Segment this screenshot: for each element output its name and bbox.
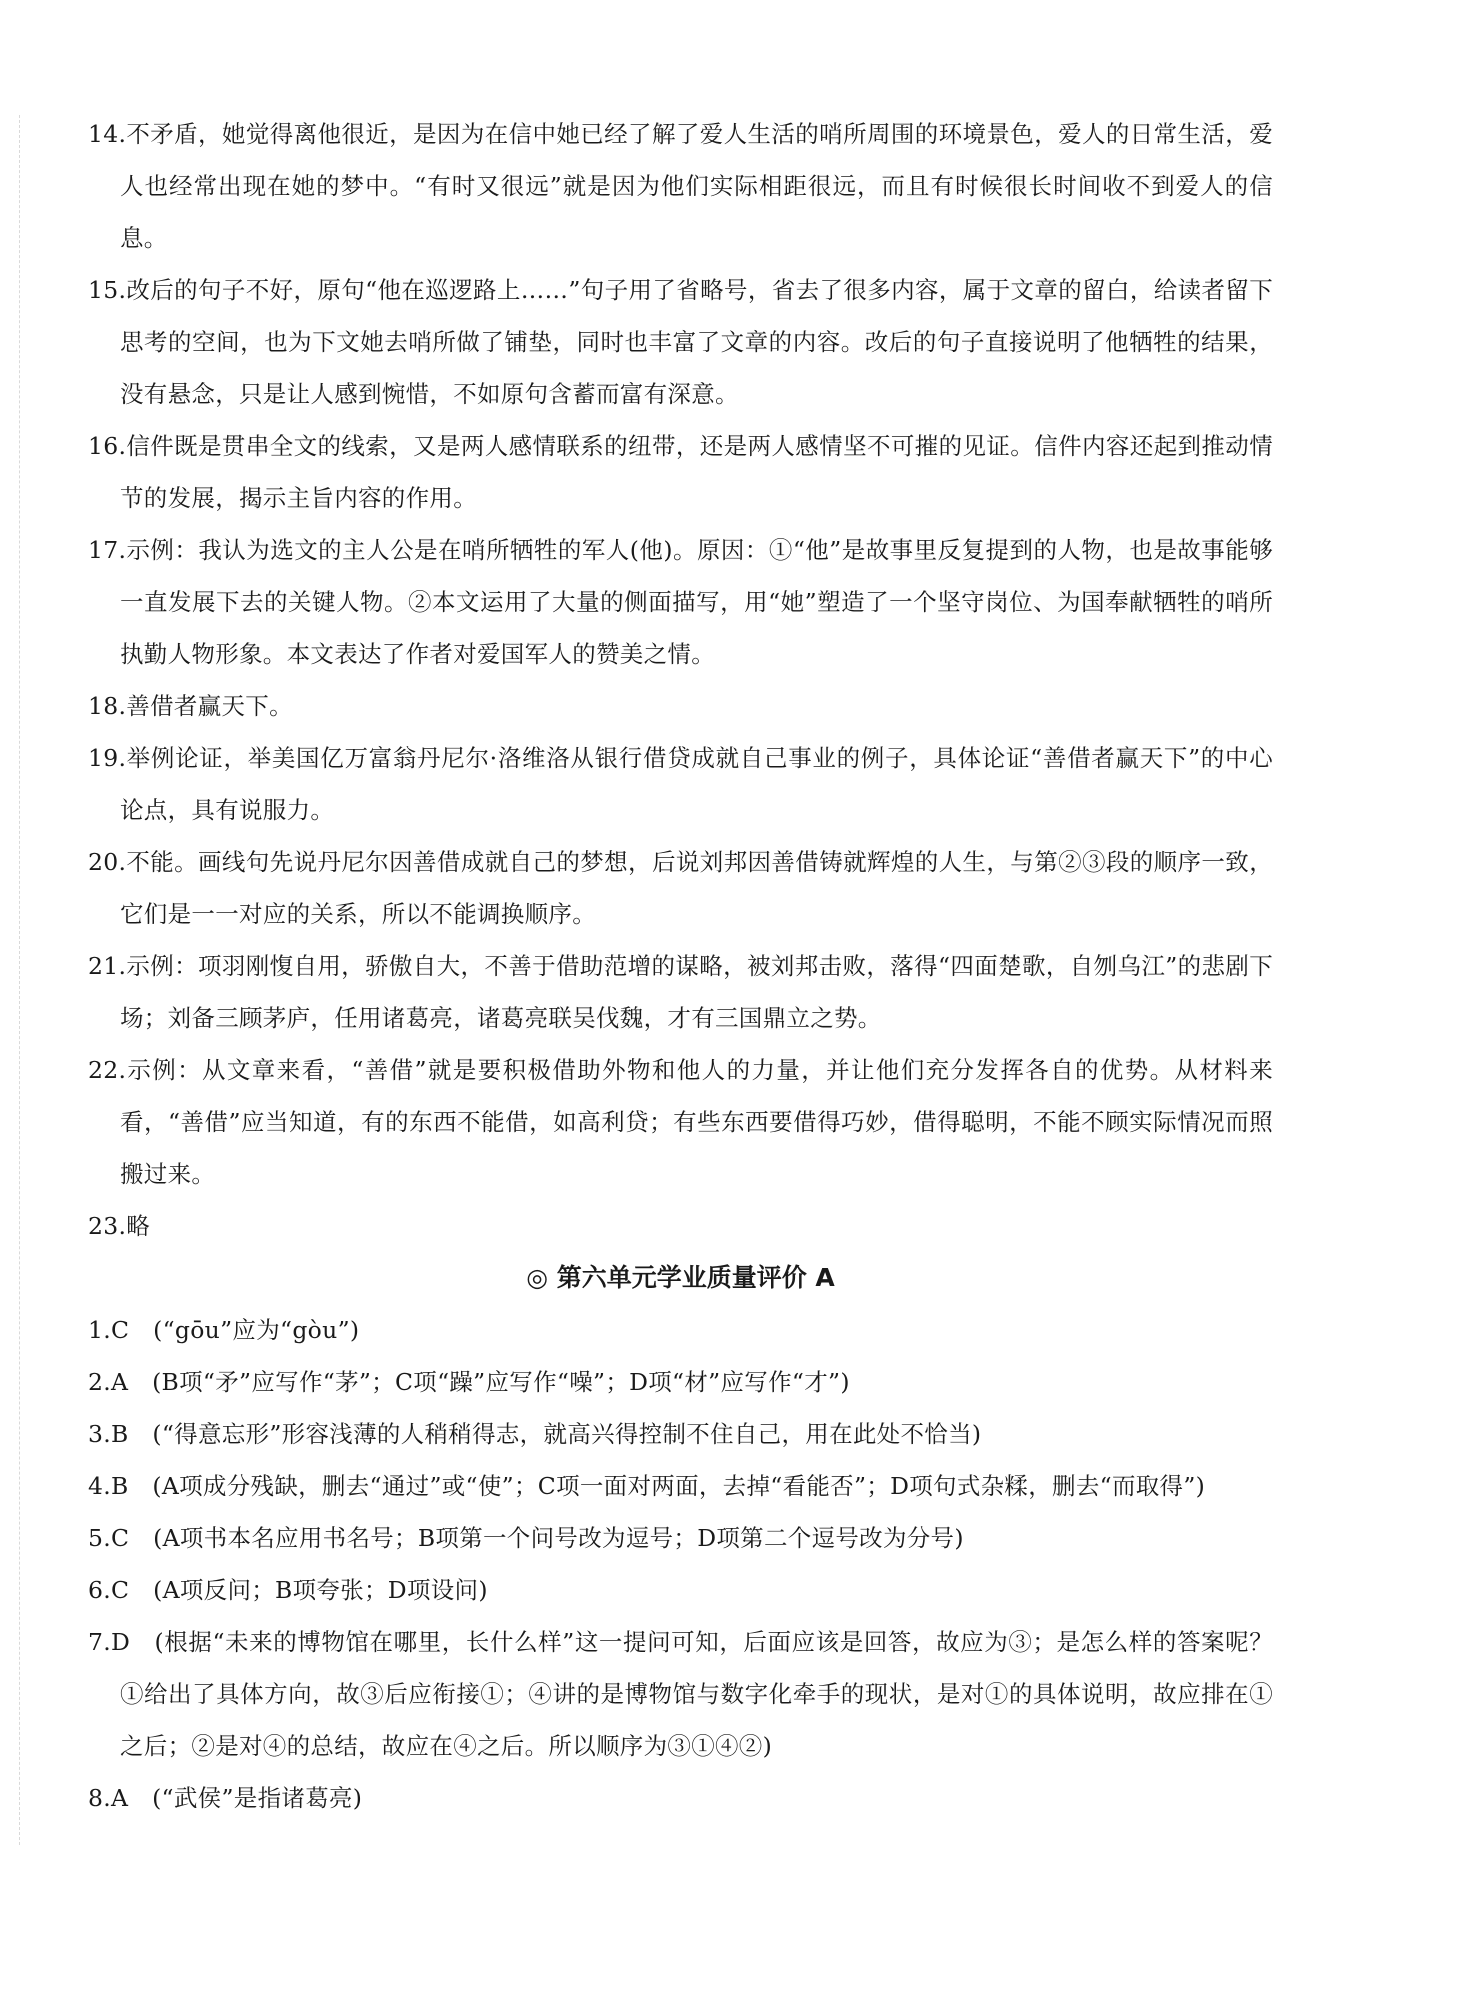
answer-20: 20.不能。画线句先说丹尼尔因善借成就自己的梦想，后说刘邦因善借铸就辉煌的人生，与第②③段的顺序一致，它们是一一对应的关系，所以不能调换顺序。 xyxy=(88,848,1273,928)
answer-23: 23.略 xyxy=(88,1212,151,1240)
binding-margin-line xyxy=(19,115,20,1845)
answer-a-6: 6.C (A项反问；B项夸张；D项设问) xyxy=(88,1576,488,1604)
answer-21: 21.示例：项羽刚愎自用，骄傲自大，不善于借助范增的谋略，被刘邦击败，落得“四面楚歌，自刎乌江”的悲剧下场；刘备三顾茅庐，任用诸葛亮，诸葛亮联吴伐魏，才有三国鼎立之势。 xyxy=(88,952,1273,1032)
answer-16: 16.信件既是贯串全文的线索，又是两人感情联系的纽带，还是两人感情坚不可摧的见证。信件内容还起到推动情节的发展，揭示主旨内容的作用。 xyxy=(88,432,1273,512)
answer-a-5: 5.C (A项书本名应用书名号；B项第一个问号改为逗号；D项第二个逗号改为分号) xyxy=(88,1524,964,1552)
answer-22: 22.示例：从文章来看，“善借”就是要积极借助外物和他人的力量，并让他们充分发挥各自的优势。从材料来看，“善借”应当知道，有的东西不能借，如高利贷；有些东西要借得巧妙，借得聪明，不能不顾实际情况而照搬过来。 xyxy=(88,1056,1273,1188)
answer-14: 14.不矛盾，她觉得离他很近，是因为在信中她已经了解了爱人生活的哨所周围的环境景色，爱人的日常生活，爱人也经常出现在她的梦中。“有时又很远”就是因为他们实际相距很远，而且有时候很长时间收不到爱人的信息。 xyxy=(88,120,1273,252)
section-title: ◎ 第六单元学业质量评价 A xyxy=(526,1263,835,1292)
answer-a-8: 8.A (“武侯”是指诸葛亮) xyxy=(88,1784,363,1812)
answer-a-1: 1.C (“gōu”应为“gòu”) xyxy=(88,1316,360,1344)
answer-19: 19.举例论证，举美国亿万富翁丹尼尔·洛维洛从银行借贷成就自己事业的例子，具体论证“善借者赢天下”的中心论点，具有说服力。 xyxy=(88,744,1273,824)
answer-a-7: 7.D (根据“未来的博物馆在哪里，长什么样”这一提问可知，后面应该是回答，故应为③；是怎么样的答案呢？①给出了具体方向，故③后应衔接①；④讲的是博物馆与数字化牵手的现状，是对①的具体说明，故应排在①之后；②是对④的总结，故应在④之后。所以顺序为③①④②) xyxy=(88,1628,1273,1760)
answer-a-2: 2.A (B项“矛”应写作“茅”；C项“躁”应写作“噪”；D项“材”应写作“才”) xyxy=(88,1368,850,1396)
answer-18: 18.善借者赢天下。 xyxy=(88,692,293,720)
answer-page xyxy=(88,108,1273,1824)
answer-17: 17.示例：我认为选文的主人公是在哨所牺牲的军人(他)。原因：①“他”是故事里反复提到的人物，也是故事能够一直发展下去的关键人物。②本文运用了大量的侧面描写，用“她”塑造了一个坚守岗位、为国奉献牺牲的哨所执勤人物形象。本文表达了作者对爱国军人的赞美之情。 xyxy=(88,536,1273,668)
answer-a-4: 4.B (A项成分残缺，删去“通过”或“使”；C项一面对两面，去掉“看能否”；D项句式杂糅，删去“而取得”) xyxy=(88,1472,1206,1500)
answer-15: 15.改后的句子不好，原句“他在巡逻路上……”句子用了省略号，省去了很多内容，属于文章的留白，给读者留下思考的空间，也为下文她去哨所做了铺垫，同时也丰富了文章的内容。改后的句子直接说明了他牺牲的结果，没有悬念，只是让人感到惋惜，不如原句含蓄而富有深意。 xyxy=(88,276,1273,408)
answer-a-3: 3.B (“得意忘形”形容浅薄的人稍稍得志，就高兴得控制不住自己，用在此处不恰当) xyxy=(88,1420,982,1448)
